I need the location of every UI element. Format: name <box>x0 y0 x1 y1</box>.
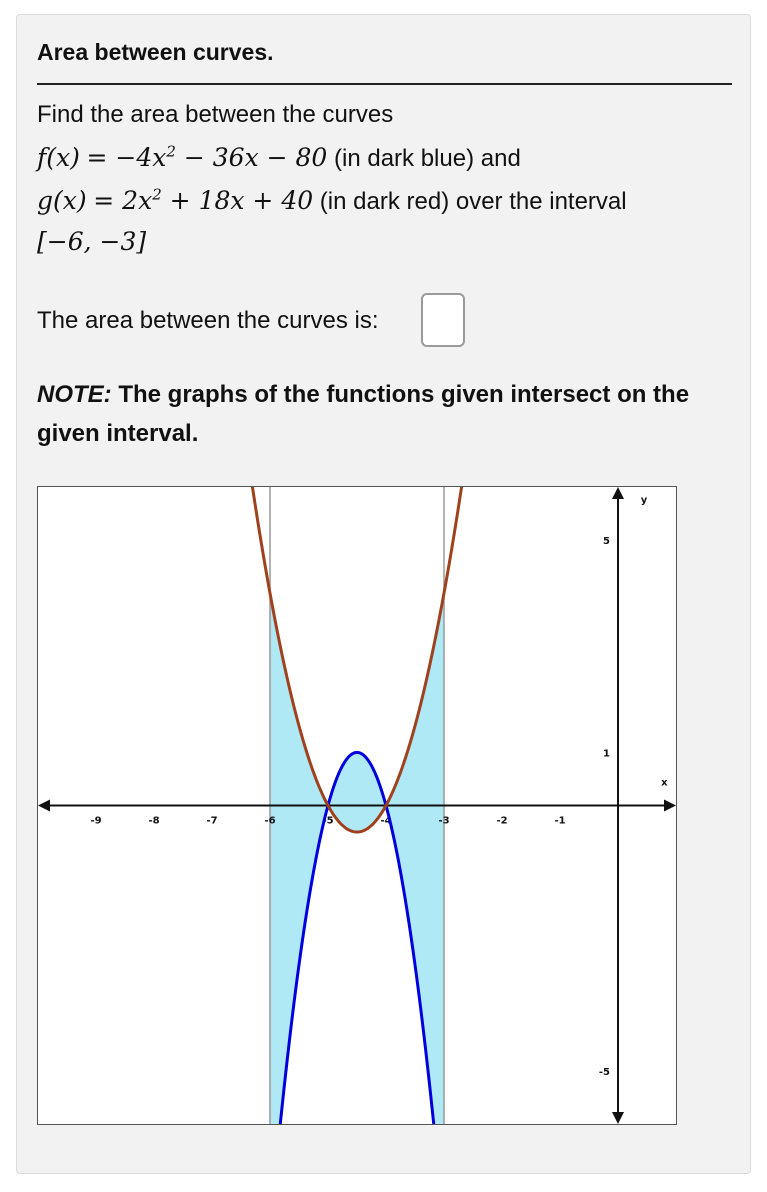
x-tick-label: -2 <box>496 815 508 827</box>
x-tick-label: -6 <box>264 815 276 827</box>
g-exponent: 2 <box>152 185 162 204</box>
f-rhs <box>87 143 328 172</box>
note-label: NOTE: <box>37 381 112 408</box>
x-tick-label: -3 <box>438 815 450 827</box>
title-divider <box>37 83 732 85</box>
problem-intro: Find the area between the curves <box>37 101 394 128</box>
f-lhs: f(x) <box>37 143 80 172</box>
function-graph <box>37 486 677 1125</box>
f-definition <box>37 143 521 173</box>
x-axis-left-arrow <box>38 800 50 812</box>
g-lhs: g(x) <box>37 186 87 215</box>
graph-svg <box>38 487 676 1124</box>
y-tick-label: 5 <box>603 536 610 548</box>
shaded-area <box>270 593 444 1124</box>
problem-title: Area between curves. <box>37 39 274 65</box>
answer-input[interactable] <box>421 293 465 347</box>
y-axis-top-arrow <box>612 487 624 499</box>
x-tick-label: -4 <box>380 815 392 827</box>
g-rhs-rest: + 18x + 40 <box>161 186 314 215</box>
f-rhs-rest: − 36x − 80 <box>175 143 328 172</box>
x-tick-label: -5 <box>322 815 334 827</box>
g-rhs-lead: = 2x <box>93 186 153 215</box>
g-color-note: (in dark red) over the interval <box>313 188 627 215</box>
x-tick-label: -1 <box>554 815 566 827</box>
y-tick-label: -5 <box>598 1066 610 1078</box>
x-tick-label: -7 <box>206 815 218 827</box>
f-exponent: 2 <box>166 142 176 161</box>
f-rhs-lead: = −4x <box>86 143 167 172</box>
note <box>37 375 737 453</box>
y-axis-label: y <box>640 495 648 506</box>
interval-text: [−6, −3] <box>37 227 147 256</box>
x-tick-label: -8 <box>148 815 160 827</box>
x-axis-label: x <box>661 777 668 789</box>
g-definition <box>37 186 627 216</box>
note-text: The graphs of the functions given intersect on the given interval. <box>37 381 690 447</box>
f-color-note: (in dark blue) and <box>327 145 521 172</box>
x-tick-label: -9 <box>90 815 102 827</box>
y-tick-label: 1 <box>603 748 610 760</box>
x-axis-right-arrow <box>664 800 676 812</box>
g-rhs <box>93 186 313 215</box>
y-axis-bottom-arrow <box>612 1112 624 1124</box>
answer-label: The area between the curves is: <box>37 307 379 334</box>
